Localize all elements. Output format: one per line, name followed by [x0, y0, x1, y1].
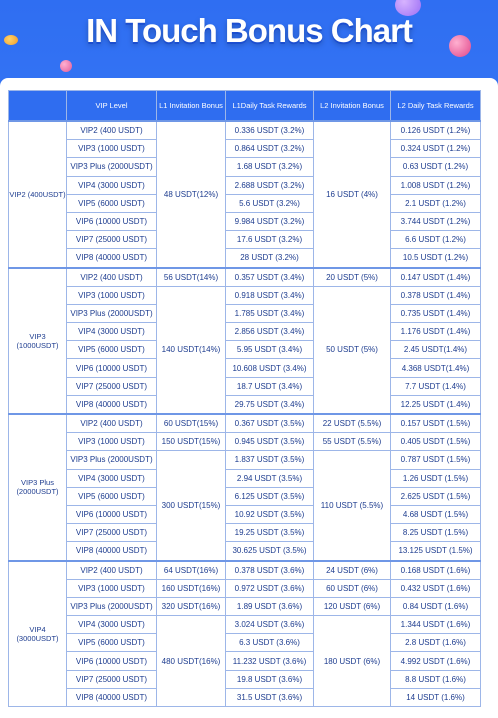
l2-daily-cell: 0.378 USDT (1.4%) — [391, 286, 481, 304]
l2-daily-cell: 12.25 USDT (1.4%) — [391, 395, 481, 414]
l1-invitation-cell: 140 USDT(14%) — [157, 286, 226, 414]
l1-daily-cell: 0.918 USDT (3.4%) — [226, 286, 314, 304]
l2-daily-cell: 2.625 USDT (1.5%) — [391, 487, 481, 505]
l1-daily-cell: 10.608 USDT (3.4%) — [226, 359, 314, 377]
l2-invitation-cell: 60 USDT (6%) — [314, 579, 391, 597]
group-label: VIP4 (3000USDT) — [9, 561, 67, 707]
l1-daily-cell: 1.89 USDT (3.6%) — [226, 597, 314, 615]
table-row — [9, 377, 481, 395]
table-row — [9, 634, 481, 652]
vip-level-cell: VIP4 (3000 USDT) — [67, 469, 157, 487]
l2-daily-cell: 14 USDT (1.6%) — [391, 688, 481, 706]
l1-daily-cell: 2.688 USDT (3.2%) — [226, 176, 314, 194]
l2-daily-cell: 0.787 USDT (1.5%) — [391, 451, 481, 469]
header-vip-level: VIP Level — [67, 91, 157, 122]
l2-daily-cell: 0.324 USDT (1.2%) — [391, 140, 481, 158]
l1-invitation-cell: 320 USDT(16%) — [157, 597, 226, 615]
l1-daily-cell: 5.6 USDT (3.2%) — [226, 194, 314, 212]
vip-level-cell: VIP3 Plus (2000USDT) — [67, 304, 157, 322]
table-row — [9, 688, 481, 706]
vip-level-cell: VIP3 (1000 USDT) — [67, 286, 157, 304]
table-row — [9, 561, 481, 580]
l2-daily-cell: 0.735 USDT (1.4%) — [391, 304, 481, 322]
l1-daily-cell: 0.367 USDT (3.5%) — [226, 414, 314, 433]
table-row — [9, 158, 481, 176]
table-row — [9, 268, 481, 287]
table-row — [9, 652, 481, 670]
table-row — [9, 341, 481, 359]
table-row — [9, 249, 481, 268]
vip-level-cell: VIP8 (40000 USDT) — [67, 688, 157, 706]
vip-level-cell: VIP2 (400 USDT) — [67, 414, 157, 433]
table-row — [9, 524, 481, 542]
l2-invitation-cell: 110 USDT (5.5%) — [314, 451, 391, 561]
vip-level-cell: VIP6 (10000 USDT) — [67, 212, 157, 230]
l2-invitation-cell: 50 USDT (5%) — [314, 286, 391, 414]
l1-daily-cell: 29.75 USDT (3.4%) — [226, 395, 314, 414]
vip-level-cell: VIP4 (3000 USDT) — [67, 176, 157, 194]
vip-level-cell: VIP6 (10000 USDT) — [67, 359, 157, 377]
vip-level-cell: VIP3 Plus (2000USDT) — [67, 451, 157, 469]
l2-daily-cell: 0.126 USDT (1.2%) — [391, 121, 481, 140]
l1-invitation-cell: 56 USDT(14%) — [157, 268, 226, 287]
vip-level-cell: VIP7 (25000 USDT) — [67, 670, 157, 688]
table-row — [9, 212, 481, 230]
vip-level-cell: VIP7 (25000 USDT) — [67, 231, 157, 249]
l1-invitation-cell: 60 USDT(15%) — [157, 414, 226, 433]
table-row — [9, 286, 481, 304]
vip-level-cell: VIP2 (400 USDT) — [67, 561, 157, 580]
vip-level-cell: VIP2 (400 USDT) — [67, 268, 157, 287]
l1-daily-cell: 0.357 USDT (3.4%) — [226, 268, 314, 287]
l1-daily-cell: 0.864 USDT (3.2%) — [226, 140, 314, 158]
vip-level-cell: VIP6 (10000 USDT) — [67, 505, 157, 523]
table-row — [9, 359, 481, 377]
l2-invitation-cell: 120 USDT (6%) — [314, 597, 391, 615]
l1-invitation-cell: 48 USDT(12%) — [157, 121, 226, 268]
table-row — [9, 121, 481, 140]
l1-daily-cell: 30.625 USDT (3.5%) — [226, 542, 314, 561]
l2-daily-cell: 2.8 USDT (1.6%) — [391, 634, 481, 652]
l2-invitation-cell: 180 USDT (6%) — [314, 616, 391, 707]
l2-daily-cell: 0.147 USDT (1.4%) — [391, 268, 481, 287]
vip-level-cell: VIP3 (1000 USDT) — [67, 433, 157, 451]
l2-daily-cell: 0.63 USDT (1.2%) — [391, 158, 481, 176]
vip-level-cell: VIP4 (3000 USDT) — [67, 616, 157, 634]
l2-daily-cell: 3.744 USDT (1.2%) — [391, 212, 481, 230]
table-row — [9, 176, 481, 194]
l1-daily-cell: 2.856 USDT (3.4%) — [226, 323, 314, 341]
group-label: VIP2 (400USDT) — [9, 121, 67, 268]
l2-invitation-cell: 22 USDT (5.5%) — [314, 414, 391, 433]
table-row — [9, 194, 481, 212]
table-row — [9, 505, 481, 523]
l1-daily-cell: 19.8 USDT (3.6%) — [226, 670, 314, 688]
l1-daily-cell: 19.25 USDT (3.5%) — [226, 524, 314, 542]
l1-daily-cell: 18.7 USDT (3.4%) — [226, 377, 314, 395]
vip-level-cell: VIP3 Plus (2000USDT) — [67, 597, 157, 615]
l1-daily-cell: 1.837 USDT (3.5%) — [226, 451, 314, 469]
l2-daily-cell: 0.432 USDT (1.6%) — [391, 579, 481, 597]
l2-daily-cell: 2.1 USDT (1.2%) — [391, 194, 481, 212]
header-row — [9, 91, 481, 122]
l1-daily-cell: 1.785 USDT (3.4%) — [226, 304, 314, 322]
l2-daily-cell: 7.7 USDT (1.4%) — [391, 377, 481, 395]
l2-daily-cell: 4.68 USDT (1.5%) — [391, 505, 481, 523]
vip-level-cell: VIP5 (6000 USDT) — [67, 634, 157, 652]
table-row — [9, 323, 481, 341]
header-group-cell — [9, 91, 67, 122]
l1-daily-cell: 31.5 USDT (3.6%) — [226, 688, 314, 706]
l1-daily-cell: 17.6 USDT (3.2%) — [226, 231, 314, 249]
l1-daily-cell: 5.95 USDT (3.4%) — [226, 341, 314, 359]
l2-daily-cell: 6.6 USDT (1.2%) — [391, 231, 481, 249]
vip-level-cell: VIP7 (25000 USDT) — [67, 524, 157, 542]
l1-invitation-cell: 480 USDT(16%) — [157, 616, 226, 707]
header-l2-invitation: L2 Invitation Bonus — [314, 91, 391, 122]
table-row — [9, 433, 481, 451]
l2-daily-cell: 0.168 USDT (1.6%) — [391, 561, 481, 580]
header-l1-daily: L1Daily Task Rewards — [226, 91, 314, 122]
l1-daily-cell: 3.024 USDT (3.6%) — [226, 616, 314, 634]
l1-invitation-cell: 300 USDT(15%) — [157, 451, 226, 561]
vip-level-cell: VIP5 (6000 USDT) — [67, 341, 157, 359]
l1-invitation-cell: 150 USDT(15%) — [157, 433, 226, 451]
l1-daily-cell: 10.92 USDT (3.5%) — [226, 505, 314, 523]
l1-daily-cell: 11.232 USDT (3.6%) — [226, 652, 314, 670]
table-row — [9, 597, 481, 615]
l2-daily-cell: 2.45 USDT(1.4%) — [391, 341, 481, 359]
l1-invitation-cell: 160 USDT(16%) — [157, 579, 226, 597]
table-row — [9, 414, 481, 433]
decor-bubble-small-pink — [60, 60, 72, 72]
table-row — [9, 579, 481, 597]
header-l1-invitation: L1 Invitation Bonus — [157, 91, 226, 122]
table-row — [9, 304, 481, 322]
table-row — [9, 231, 481, 249]
vip-level-cell: VIP5 (6000 USDT) — [67, 487, 157, 505]
l1-daily-cell: 6.125 USDT (3.5%) — [226, 487, 314, 505]
vip-level-cell: VIP3 (1000 USDT) — [67, 140, 157, 158]
l2-invitation-cell: 20 USDT (5%) — [314, 268, 391, 287]
l1-daily-cell: 0.972 USDT (3.6%) — [226, 579, 314, 597]
l2-daily-cell: 1.26 USDT (1.5%) — [391, 469, 481, 487]
l2-daily-cell: 10.5 USDT (1.2%) — [391, 249, 481, 268]
l2-daily-cell: 0.84 USDT (1.6%) — [391, 597, 481, 615]
l2-daily-cell: 8.25 USDT (1.5%) — [391, 524, 481, 542]
l2-daily-cell: 8.8 USDT (1.6%) — [391, 670, 481, 688]
vip-level-cell: VIP8 (40000 USDT) — [67, 542, 157, 561]
l2-invitation-cell: 24 USDT (6%) — [314, 561, 391, 580]
l1-daily-cell: 0.336 USDT (3.2%) — [226, 121, 314, 140]
table-row — [9, 487, 481, 505]
table-row — [9, 469, 481, 487]
group-label: VIP3 (1000USDT) — [9, 268, 67, 415]
table-row — [9, 140, 481, 158]
table-row — [9, 616, 481, 634]
l2-invitation-cell: 16 USDT (4%) — [314, 121, 391, 268]
l1-daily-cell: 0.378 USDT (3.6%) — [226, 561, 314, 580]
table-row — [9, 395, 481, 414]
table-body — [9, 121, 481, 707]
vip-level-cell: VIP4 (3000 USDT) — [67, 323, 157, 341]
l2-daily-cell: 0.157 USDT (1.5%) — [391, 414, 481, 433]
vip-level-cell: VIP3 (1000 USDT) — [67, 579, 157, 597]
l2-daily-cell: 4.992 USDT (1.6%) — [391, 652, 481, 670]
l1-daily-cell: 2.94 USDT (3.5%) — [226, 469, 314, 487]
l2-daily-cell: 13.125 USDT (1.5%) — [391, 542, 481, 561]
table-row — [9, 451, 481, 469]
l2-daily-cell: 1.176 USDT (1.4%) — [391, 323, 481, 341]
header-l2-daily: L2 Daily Task Rewards — [391, 91, 481, 122]
l1-daily-cell: 6.3 USDT (3.6%) — [226, 634, 314, 652]
l1-daily-cell: 9.984 USDT (3.2%) — [226, 212, 314, 230]
l2-daily-cell: 1.008 USDT (1.2%) — [391, 176, 481, 194]
l1-daily-cell: 1.68 USDT (3.2%) — [226, 158, 314, 176]
l2-daily-cell: 4.368 USDT(1.4%) — [391, 359, 481, 377]
l1-daily-cell: 28 USDT (3.2%) — [226, 249, 314, 268]
table-row — [9, 670, 481, 688]
l1-daily-cell: 0.945 USDT (3.5%) — [226, 433, 314, 451]
vip-level-cell: VIP5 (6000 USDT) — [67, 194, 157, 212]
l2-daily-cell: 1.344 USDT (1.6%) — [391, 616, 481, 634]
l2-daily-cell: 0.405 USDT (1.5%) — [391, 433, 481, 451]
vip-level-cell: VIP8 (40000 USDT) — [67, 249, 157, 268]
page-title: IN Touch Bonus Chart — [86, 12, 412, 49]
table-row — [9, 542, 481, 561]
group-label: VIP3 Plus (2000USDT) — [9, 414, 67, 561]
vip-level-cell: VIP2 (400 USDT) — [67, 121, 157, 140]
l2-invitation-cell: 55 USDT (5.5%) — [314, 433, 391, 451]
vip-level-cell: VIP6 (10000 USDT) — [67, 652, 157, 670]
bonus-table — [8, 90, 481, 707]
vip-level-cell: VIP3 Plus (2000USDT) — [67, 158, 157, 176]
vip-level-cell: VIP8 (40000 USDT) — [67, 395, 157, 414]
vip-level-cell: VIP7 (25000 USDT) — [67, 377, 157, 395]
l1-invitation-cell: 64 USDT(16%) — [157, 561, 226, 580]
